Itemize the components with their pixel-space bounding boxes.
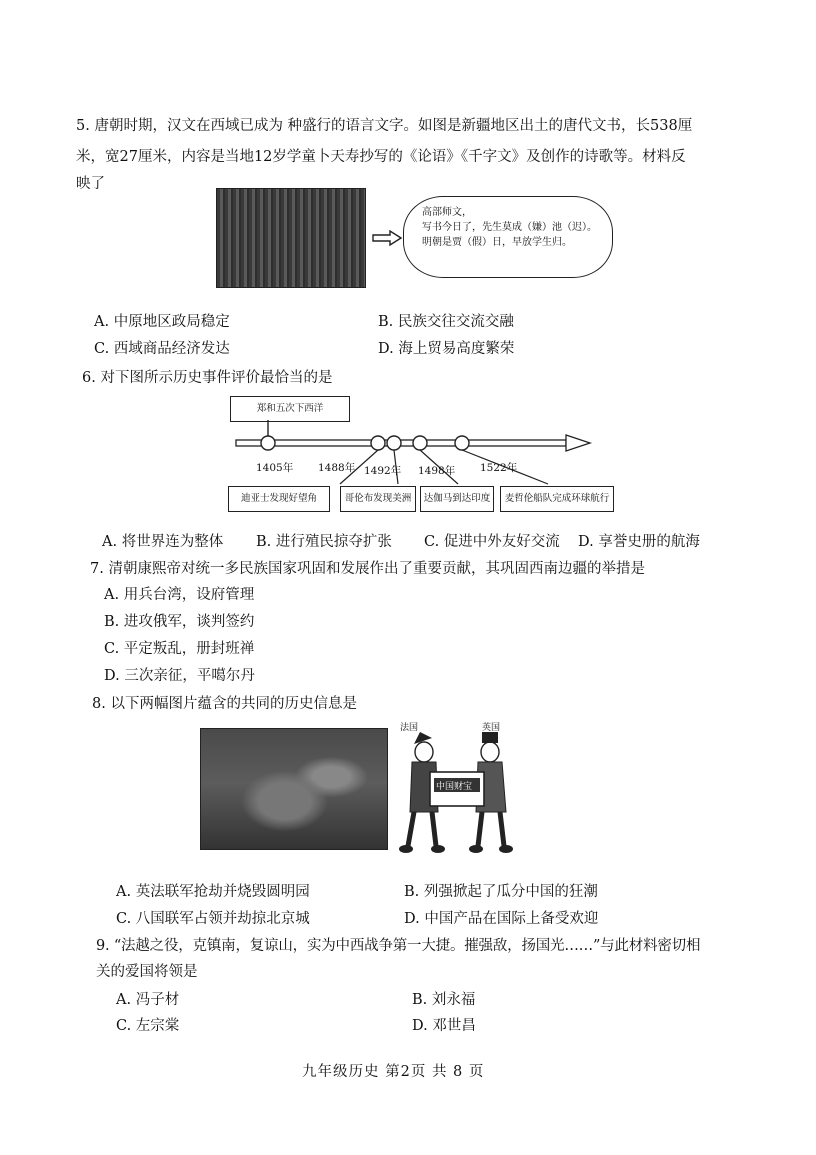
- timeline-year: 1498年: [418, 465, 456, 477]
- cloud-line: 明朝是贾（假）日，早放学生归。: [422, 237, 572, 248]
- q7-option-a[interactable]: A. 用兵台湾，设府管理: [104, 587, 255, 603]
- looting-cartoon: [398, 723, 518, 858]
- timeline-year: 1405年: [256, 462, 294, 474]
- q8-stem: 8. 以下两幅图片蕴含的共同的历史信息是: [92, 696, 357, 712]
- timeline-year: 1522年: [480, 462, 518, 474]
- q5-stem-line3: 映了: [76, 176, 105, 192]
- q7-stem: 7. 清朝康熙帝对统一多民族国家巩固和发展作出了重要贡献，其巩固西南边疆的举措是: [90, 561, 645, 577]
- q5-option-b[interactable]: B. 民族交往交流交融: [378, 314, 514, 330]
- poem-cloud-callout: [403, 196, 613, 278]
- timeline-event-box: 哥伦布发现美洲: [340, 486, 416, 512]
- q9-stem-line2: 关的爱国将领是: [96, 964, 198, 980]
- q7-option-b[interactable]: B. 进攻俄军，谈判签约: [104, 614, 255, 630]
- q9-option-c[interactable]: C. 左宗棠: [116, 1018, 180, 1034]
- q5-option-c[interactable]: C. 西域商品经济发达: [94, 341, 230, 357]
- timeline-event-box: 达伽马到达印度: [420, 486, 494, 512]
- q7-option-d[interactable]: D. 三次亲征，平噶尔丹: [104, 668, 255, 684]
- q6-option-d[interactable]: D. 享誉史册的航海: [578, 534, 700, 550]
- q9-stem-line1: 9. “法越之役，克镇南，复谅山，实为中西战争第一大捷。摧强敌，扬国光……”与此材料密切相: [96, 938, 701, 954]
- tang-document-photo: [216, 188, 366, 288]
- q8-option-a[interactable]: A. 英法联军抢劫并烧毁圆明园: [116, 884, 310, 900]
- timeline-event-box: 迪亚士发现好望角: [228, 486, 330, 512]
- q6-option-a[interactable]: A. 将世界连为整体: [102, 534, 224, 550]
- yuanmingyuan-ruins-photo: [200, 728, 388, 850]
- timeline-axis: [228, 420, 598, 490]
- q7-option-c[interactable]: C. 平定叛乱，册封班禅: [104, 641, 255, 657]
- timeline-year: 1492年: [364, 465, 402, 477]
- q6-stem: 6. 对下图所示历史事件评价最恰当的是: [82, 370, 333, 386]
- page-footer: 九年级历史 第2页 共 8 页: [302, 1064, 485, 1080]
- q6-option-b[interactable]: B. 进行殖民掠夺扩张: [256, 534, 392, 550]
- q8-option-d[interactable]: D. 中国产品在国际上备受欢迎: [404, 911, 599, 927]
- q8-option-c[interactable]: C. 八国联军占领并劫掠北京城: [116, 911, 310, 927]
- q9-option-d[interactable]: D. 邓世昌: [412, 1018, 476, 1034]
- q8-option-b[interactable]: B. 列强掀起了瓜分中国的狂潮: [404, 884, 598, 900]
- cartoon-label-treasure: 中国财宝: [436, 782, 473, 792]
- q6-option-c[interactable]: C. 促进中外友好交流: [424, 534, 560, 550]
- timeline-top-event-box: 郑和五次下西洋: [230, 396, 350, 422]
- timeline-year: 1488年: [318, 462, 356, 474]
- q5-stem-line1: 5. 唐朝时期，汉文在西域已成为 种盛行的语言文字。如图是新疆地区出土的唐代文书，长538厘: [76, 118, 693, 134]
- right-arrow-icon: [372, 230, 402, 250]
- cartoon-label-france: 法国: [400, 723, 419, 733]
- q5-option-a[interactable]: A. 中原地区政局稳定: [94, 314, 230, 330]
- cartoon-label-britain: 英国: [482, 723, 501, 733]
- q5-stem-line2: 米，宽27厘米，内容是当地12岁学童卜天寿抄写的《论语》《千字文》及创作的诗歌等。材料反: [76, 149, 686, 165]
- q9-option-a[interactable]: A. 冯子材: [116, 992, 180, 1008]
- q9-option-b[interactable]: B. 刘永福: [412, 992, 476, 1008]
- q5-option-d[interactable]: D. 海上贸易高度繁荣: [378, 341, 515, 357]
- cloud-line: 高部师文，: [422, 207, 472, 218]
- timeline-event-box: 麦哲伦船队完成环球航行: [500, 486, 614, 512]
- cloud-line: 写书今日了，先生莫成（嫌）池（迟）。: [422, 222, 597, 233]
